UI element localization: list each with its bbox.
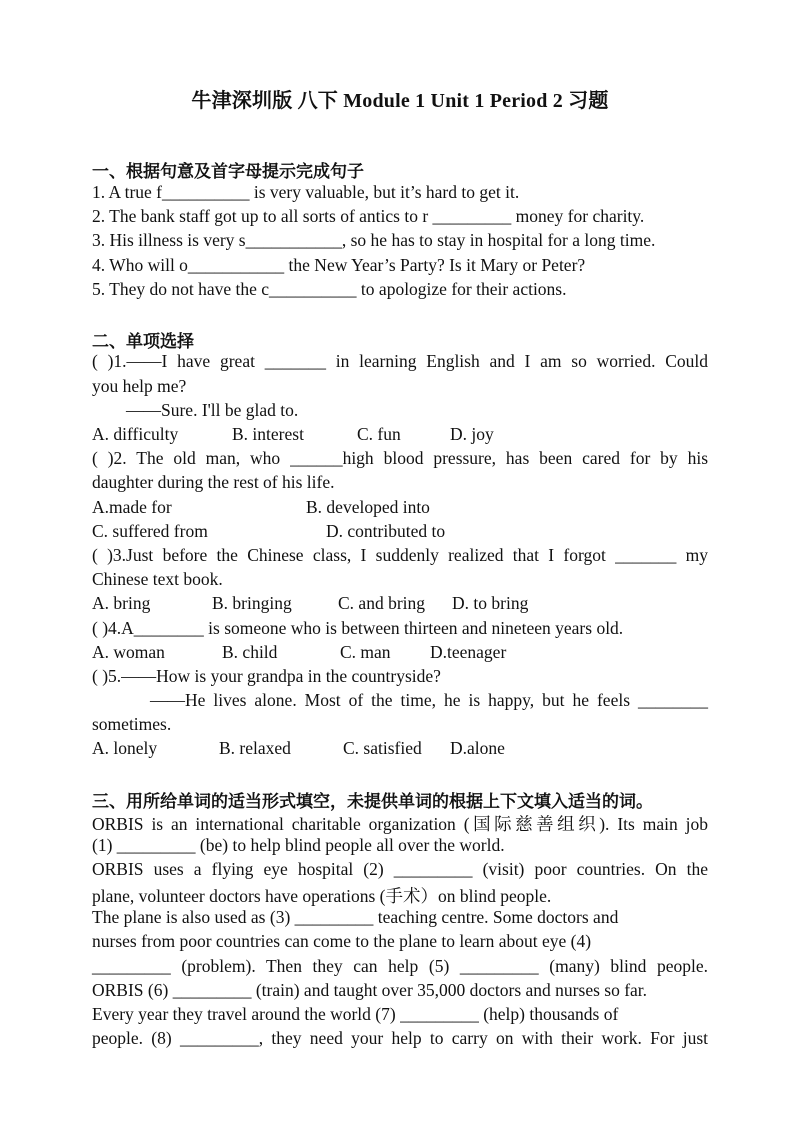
passage-line-7: _________ (problem). Then they can help (5) _________ (many) blind people.: [92, 956, 708, 976]
q2-option-b: B. developed into: [306, 497, 430, 517]
q2-stem-cont: daughter during the rest of his life.: [92, 472, 335, 492]
section1-item-5: 5. They do not have the c__________ to apologize for their actions.: [92, 279, 567, 299]
q5-option-d: D.alone: [450, 738, 505, 758]
q2-stem: ( )2. The old man, who ______high blood pressure, has been cared for by his: [92, 448, 708, 468]
q1-reply: ——Sure. I'll be glad to.: [126, 400, 299, 420]
passage-line-2: (1) _________ (be) to help blind people all over the world.: [92, 835, 505, 855]
q3-stem: ( )3.Just before the Chinese class, I suddenly realized that I forgot _______ my: [92, 545, 708, 565]
q4-option-a: A. woman: [92, 642, 165, 662]
q1-stem-cont: you help me?: [92, 376, 187, 396]
passage-line-9: Every year they travel around the world (7) _________ (help) thousands of: [92, 1004, 619, 1024]
q1-option-c: C. fun: [357, 424, 401, 444]
q2-option-d: D. contributed to: [326, 521, 446, 541]
q3-option-d: D. to bring: [452, 593, 529, 613]
q4-stem: ( )4.A________ is someone who is between thirteen and nineteen years old.: [92, 618, 624, 638]
q1-option-b: B. interest: [232, 424, 304, 444]
passage-line-6: nurses from poor countries can come to the plane to learn about eye (4): [92, 931, 592, 951]
q5-reply-cont: sometimes.: [92, 714, 172, 734]
section2-heading: 二、单项选择: [92, 332, 194, 352]
section1-item-4: 4. Who will o___________ the New Year’s Party? Is it Mary or Peter?: [92, 255, 586, 275]
passage-line-5: The plane is also used as (3) _________ teaching centre. Some doctors and: [92, 907, 619, 927]
q5-reply: ——He lives alone. Most of the time, he is happy, but he feels ________: [150, 690, 708, 710]
section3-heading: 三、用所给单词的适当形式填空，未提供单词的根据上下文填入适当的词。: [92, 792, 653, 812]
passage-line-8: ORBIS (6) _________ (train) and taught over 35,000 doctors and nurses so far.: [92, 980, 648, 1000]
q1-option-a: A. difficulty: [92, 424, 179, 444]
q4-option-c: C. man: [340, 642, 391, 662]
q5-stem: ( )5.——How is your grandpa in the countryside?: [92, 666, 441, 686]
q5-option-c: C. satisfied: [343, 738, 422, 758]
page-title: 牛津深圳版 八下 Module 1 Unit 1 Period 2 习题: [191, 90, 609, 112]
section1-item-3: 3. His illness is very s___________, so he has to stay in hospital for a long time.: [92, 230, 656, 250]
passage-line-3: ORBIS uses a flying eye hospital (2) _________ (visit) poor countries. On the: [92, 859, 708, 879]
q3-stem-cont: Chinese text book.: [92, 569, 223, 589]
q2-option-c: C. suffered from: [92, 521, 208, 541]
q3-option-c: C. and bring: [338, 593, 426, 613]
passage-line-10: people. (8) _________, they need your help to carry on with their work. For just: [92, 1028, 708, 1048]
q4-option-d: D.teenager: [430, 642, 507, 662]
q2-option-a: A.made for: [92, 497, 172, 517]
q5-option-a: A. lonely: [92, 738, 158, 758]
q4-option-b: B. child: [222, 642, 278, 662]
q1-option-d: D. joy: [450, 424, 494, 444]
passage-line-1: ORBIS is an international charitable organization (国际慈善组织). Its main job: [92, 814, 708, 834]
section1-item-1: 1. A true f__________ is very valuable, but it’s hard to get it.: [92, 182, 520, 202]
q5-option-b: B. relaxed: [219, 738, 291, 758]
section1-item-2: 2. The bank staff got up to all sorts of antics to r _________ money for charity.: [92, 206, 645, 226]
q3-option-a: A. bring: [92, 593, 151, 613]
section1-heading: 一、根据句意及首字母提示完成句子: [92, 162, 364, 182]
q1-stem: ( )1.——I have great _______ in learning English and I am so worried. Could: [92, 351, 708, 371]
passage-line-4: plane, volunteer doctors have operations (手术）on blind people.: [92, 886, 552, 906]
q3-option-b: B. bringing: [212, 593, 292, 613]
